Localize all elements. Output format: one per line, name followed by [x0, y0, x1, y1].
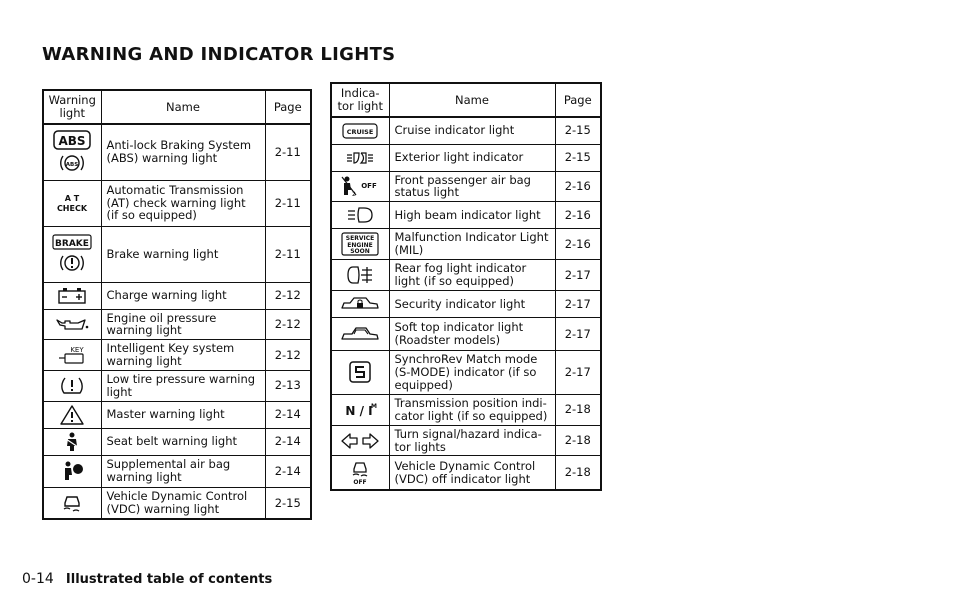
svg-text:CHECK: CHECK [57, 204, 88, 213]
light-name: Automatic Transmission (AT) check warning light (if so equipped) [101, 180, 265, 226]
cruise-icon [342, 123, 378, 139]
page-ref: 2-15 [555, 144, 601, 171]
abs-circle-icon [59, 152, 85, 174]
page-ref: 2-16 [555, 202, 601, 229]
page-ref: 2-12 [265, 340, 311, 371]
table-row [331, 318, 601, 351]
table-row [331, 144, 601, 171]
column-header-name: Name [389, 83, 555, 117]
table-row [43, 401, 311, 428]
light-name: Soft top indicator light (Roadster models) [389, 318, 555, 351]
light-name: Master warning light [101, 401, 265, 428]
s-mode-icon [347, 360, 373, 384]
rear-fog-icon [345, 265, 375, 285]
light-name: Supplemental air bag warning light [101, 455, 265, 487]
column-header-page: Page [555, 83, 601, 117]
light-name: Engine oil pressure warning light [101, 309, 265, 340]
page-ref: 2-14 [265, 401, 311, 428]
light-name: Malfunction Indicator Light (MIL) [389, 229, 555, 260]
vdc-off-icon [347, 460, 373, 486]
light-name: Turn signal/hazard indica- tor lights [389, 425, 555, 456]
page-ref: 2-18 [555, 394, 601, 425]
page-ref: 2-16 [555, 229, 601, 260]
page-ref: 2-17 [555, 351, 601, 395]
table-row [43, 487, 311, 519]
table-row [43, 226, 311, 282]
table-row [331, 351, 601, 395]
column-header-light: Indica- tor light [331, 83, 389, 117]
light-name: Low tire pressure warning light [101, 371, 265, 402]
abs-icon [53, 130, 91, 150]
table-row [331, 291, 601, 318]
seat-belt-icon [60, 431, 84, 453]
service-engine-soon-icon [341, 232, 379, 256]
oil-can-icon [54, 315, 90, 333]
svg-text:N / I: N / I [345, 403, 373, 418]
indicator-lights-table [330, 82, 602, 491]
page-ref: 2-12 [265, 282, 311, 309]
svg-text:ABS: ABS [58, 134, 86, 149]
passenger-airbag-off-icon [340, 174, 380, 198]
svg-text:ENGINE: ENGINE [347, 242, 373, 250]
table-row [331, 202, 601, 229]
light-name: Vehicle Dynamic Control (VDC) off indicator light [389, 456, 555, 490]
light-name: SynchroRev Match mode (S-MODE) indicator (if so equipped) [389, 351, 555, 395]
brake-icon [52, 234, 92, 250]
svg-text:ABS: ABS [66, 162, 79, 169]
page-number: 0-14 [22, 571, 54, 587]
page-ref: 2-13 [265, 371, 311, 402]
page-ref: 2-18 [555, 456, 601, 490]
transmission-position-icon [342, 400, 378, 420]
page-title: WARNING AND INDICATOR LIGHTS [42, 44, 396, 65]
page-ref: 2-15 [265, 487, 311, 519]
page-ref: 2-11 [265, 124, 311, 180]
svg-text:SOON: SOON [350, 248, 371, 256]
table-row [331, 394, 601, 425]
light-name: Rear fog light indicator light (if so equipped) [389, 260, 555, 291]
soft-top-icon [340, 324, 380, 344]
master-warning-icon [59, 404, 85, 426]
page-ref: 2-17 [555, 291, 601, 318]
table-row [43, 309, 311, 340]
light-name: Charge warning light [101, 282, 265, 309]
svg-text:KEY: KEY [70, 346, 84, 355]
light-name: High beam indicator light [389, 202, 555, 229]
light-name: Intelligent Key system warning light [101, 340, 265, 371]
page-ref: 2-11 [265, 180, 311, 226]
light-name: Cruise indicator light [389, 117, 555, 144]
table-row [43, 428, 311, 455]
table-row [331, 171, 601, 202]
high-beam-icon [345, 206, 375, 224]
tire-pressure-icon [59, 375, 85, 397]
table-row [331, 425, 601, 456]
column-header-page: Page [265, 90, 311, 124]
table-row [43, 455, 311, 487]
turn-signal-icon [340, 432, 380, 450]
page-ref: 2-17 [555, 318, 601, 351]
page-footer [22, 571, 272, 587]
table-row [331, 229, 601, 260]
key-icon [55, 344, 89, 366]
light-name: Vehicle Dynamic Control (VDC) warning light [101, 487, 265, 519]
table-row [43, 371, 311, 402]
light-name: Seat belt warning light [101, 428, 265, 455]
light-name: Transmission position indi- cator light (if so equipped) [389, 394, 555, 425]
svg-text:OFF: OFF [361, 182, 378, 191]
security-icon [340, 295, 380, 313]
warning-lights-table [42, 89, 312, 520]
section-title: Illustrated table of contents [65, 572, 273, 587]
svg-text:M: M [371, 402, 378, 410]
svg-text:2: 2 [352, 191, 357, 199]
light-name: Brake warning light [101, 226, 265, 282]
table-row [43, 124, 311, 180]
battery-icon [56, 287, 88, 305]
page-ref: 2-16 [555, 171, 601, 202]
svg-text:A T: A T [65, 194, 80, 203]
page-ref: 2-14 [265, 455, 311, 487]
page-ref: 2-15 [555, 117, 601, 144]
column-header-name: Name [101, 90, 265, 124]
page-ref: 2-14 [265, 428, 311, 455]
light-name: Front passenger air bag status light [389, 171, 555, 202]
light-name: Security indicator light [389, 291, 555, 318]
table-row [43, 180, 311, 226]
page-ref: 2-18 [555, 425, 601, 456]
table-row [43, 282, 311, 309]
light-name: Anti-lock Braking System (ABS) warning light [101, 124, 265, 180]
table-row [43, 340, 311, 371]
page-ref: 2-12 [265, 309, 311, 340]
table-row [331, 260, 601, 291]
svg-text:OFF: OFF [353, 478, 367, 486]
svg-text:BRAKE: BRAKE [55, 239, 90, 249]
column-header-light: Warning light [43, 90, 101, 124]
page-ref: 2-11 [265, 226, 311, 282]
brake-circle-icon [59, 252, 85, 274]
light-name: Exterior light indicator [389, 144, 555, 171]
svg-text:SERVICE: SERVICE [346, 235, 375, 243]
airbag-icon [59, 460, 85, 482]
at-check-icon [55, 192, 89, 214]
page-ref: 2-17 [555, 260, 601, 291]
svg-text:CRUISE: CRUISE [346, 127, 374, 136]
table-row [331, 117, 601, 144]
table-row [331, 456, 601, 490]
exterior-light-icon [343, 150, 377, 166]
vdc-icon [59, 492, 85, 514]
